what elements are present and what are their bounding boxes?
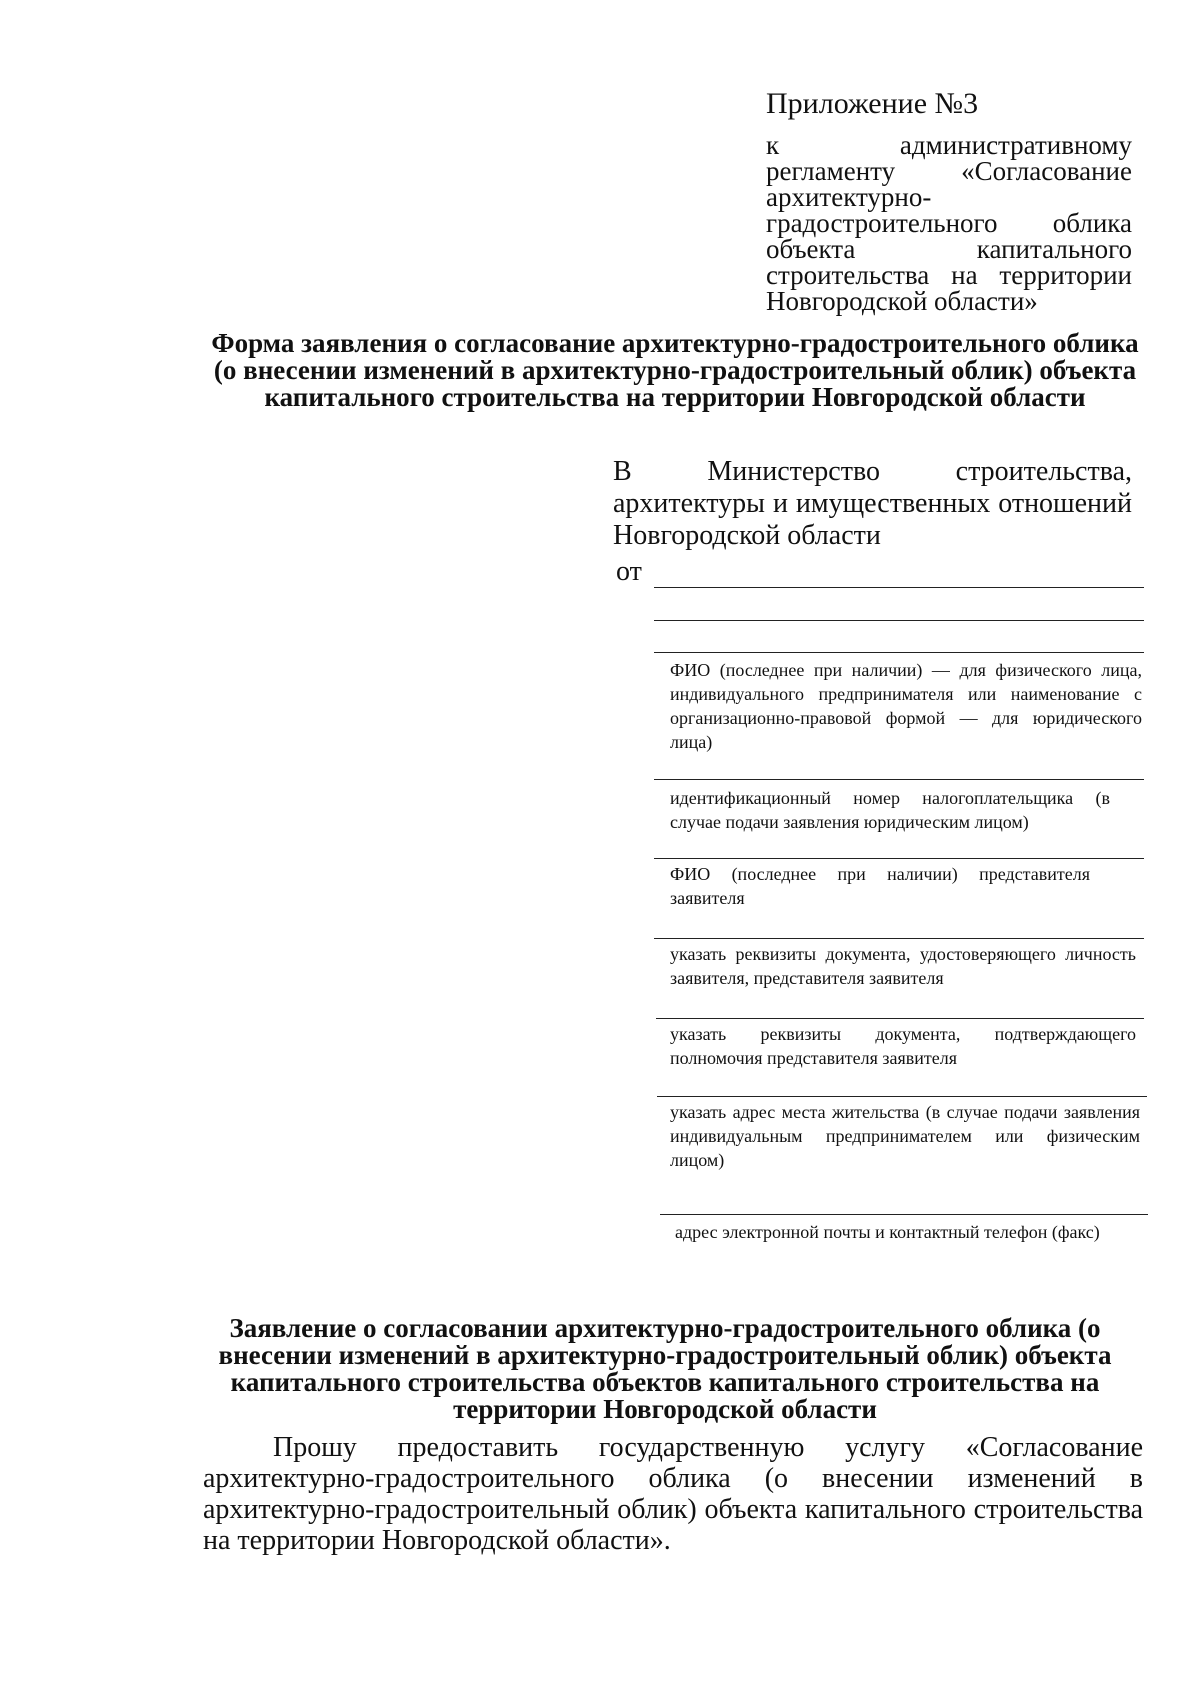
appendix-block — [766, 84, 1132, 314]
applicant-fill-line-3[interactable] — [654, 652, 1144, 653]
authority-document-fill-line[interactable] — [656, 1018, 1144, 1019]
caption-authority-document: указать реквизиты документа, подтверждающего полномочия представителя заявителя — [670, 1024, 1136, 1068]
caption-applicant-name: ФИО (последнее при наличии) — для физического лица, индивидуального предпринимателя или наименование с организационно-правовой формой — для юридического лица) — [670, 660, 1142, 752]
addressee: В Министерство строительства, архитектуры и имущественных отношений Новгородской области — [613, 456, 1132, 551]
caption-contacts: адрес электронной почты и контактный телефон (факс) — [675, 1222, 1100, 1242]
caption-representative-name: ФИО (последнее при наличии) представителя заявителя — [670, 864, 1090, 908]
applicant-fill-line-2[interactable] — [654, 620, 1144, 621]
form-title: Форма заявления о согласование архитектурно-градостроительного облика (о внесении изменений в архитектурно-градостроительный облик) объекта капитального строительства на территории Новгородской области — [211, 328, 1139, 412]
inn-fill-line[interactable] — [654, 779, 1144, 780]
caption-inn: идентификационный номер налогоплательщика (в случае подачи заявления юридическим лицом) — [670, 788, 1110, 832]
from-fill-line[interactable] — [654, 587, 1144, 588]
caption-residence-address: указать адрес места жительства (в случае подачи заявления индивидуальным предпринимателем или физическим лицом) — [670, 1102, 1140, 1170]
appendix-title: Приложение №3 — [766, 87, 979, 120]
representative-fill-line[interactable] — [654, 858, 1144, 859]
identity-document-fill-line[interactable] — [654, 938, 1144, 939]
from-row — [616, 556, 1146, 590]
appendix-text: к административному регламенту «Согласование архитектурно-градостроительного облика объекта капитального строительства на территории Новгородской области» — [766, 130, 1132, 316]
caption-identity-document: указать реквизиты документа, удостоверяющего личность заявителя, представителя заявителя — [670, 944, 1136, 988]
statement-title: Заявление о согласовании архитектурно-градостроительного облика (о внесении изменений в архитектурно-градостроительный облик) объекта капитального строительства объектов капитального строительства на территории Новгородской области — [218, 1313, 1112, 1424]
from-label: от — [616, 556, 642, 587]
contacts-fill-line[interactable] — [660, 1214, 1148, 1215]
residence-address-fill-line[interactable] — [657, 1096, 1147, 1097]
statement-body: Прошу предоставить государственную услугу «Согласование архитектурно-градостроительного облика (о внесении изменений в архитектурно-градостроительный облик) объекта капитального строительства на территории Новгородской области». — [203, 1432, 1143, 1556]
